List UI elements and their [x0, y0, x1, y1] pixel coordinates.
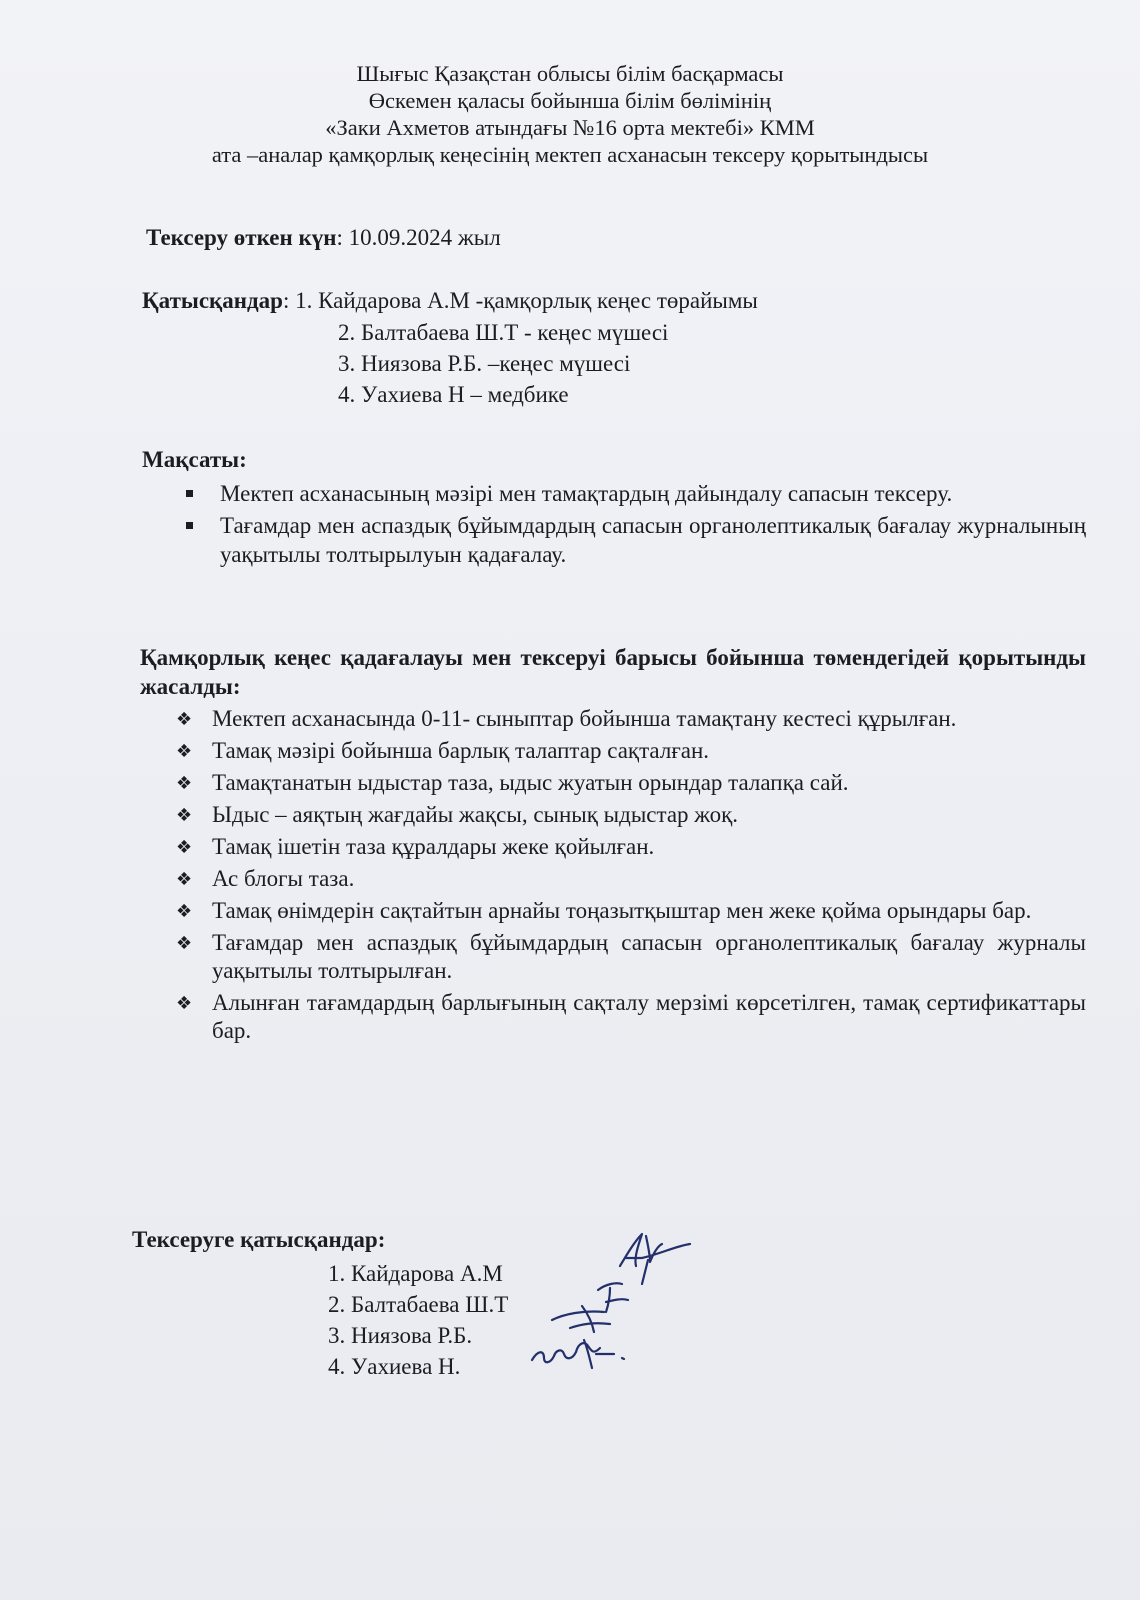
- signer-item: 4. Уахиева Н.: [328, 1354, 461, 1379]
- finding-text: Ас блогы таза.: [212, 866, 355, 891]
- aim-text: Тағамдар мен аспаздық бұйымдардың сапасын органолептикалық бағалау журналының уақытылы толтырылуын қадағалау.: [220, 513, 1086, 567]
- diamond-bullet-icon: ❖: [176, 933, 193, 954]
- finding-text: Тамақтанатын ыдыстар таза, ыдыс жуатын орындар талапқа сай.: [212, 770, 849, 795]
- signature-4: [532, 1340, 614, 1368]
- signer-item: 1. Кайдарова А.М: [328, 1261, 503, 1286]
- inspection-date-value: : 10.09.2024 жыл: [336, 225, 501, 250]
- header-line-1: Шығыс Қазақстан облысы білім басқармасы: [356, 61, 784, 86]
- participant-item: 3. Ниязова Р.Б. –кеңес мүшесі: [338, 351, 631, 376]
- signature-1: [620, 1234, 690, 1266]
- signer-item: 2. Балтабаева Ш.Т: [328, 1292, 509, 1317]
- finding-text: Тамақ өнімдерін сақтайтын арнайы тоңазытқыштар мен жеке қойма орындары бар.: [212, 898, 1032, 923]
- finding-item: [176, 769, 1086, 797]
- diamond-bullet-icon: ❖: [176, 869, 193, 890]
- participants-list: [338, 317, 668, 410]
- diamond-bullet-icon: ❖: [176, 773, 193, 794]
- participant-item: 2. Балтабаева Ш.Т - кеңес мүшесі: [338, 320, 669, 345]
- diamond-bullet-icon: ❖: [176, 805, 193, 826]
- header-line-2: Өскемен қаласы бойынша білім бөлімінің: [368, 88, 772, 113]
- signature-2: [598, 1283, 628, 1312]
- signature-3: [552, 1306, 610, 1332]
- signature-1-tail: [642, 1260, 648, 1284]
- diamond-bullet-icon: ❖: [176, 901, 193, 922]
- finding-text: Тағамдар мен аспаздық бұйымдардың сапасын органолептикалық бағалау журналы уақытылы толтырылған.: [212, 930, 1086, 983]
- finding-item: [176, 705, 1086, 733]
- finding-text: Алынған тағамдардың барлығының сақталу мерзімі көрсетілген, тамақ сертификаттары бар.: [212, 990, 1086, 1043]
- finding-text: Ыдыс – аяқтың жағдайы жақсы, сынық ыдыстар жоқ.: [212, 802, 739, 827]
- findings-title: Қамқорлық кеңес қадағалауы мен тексеруі барысы бойынша төмендегідей қорытынды жасалды:: [140, 645, 1086, 699]
- inspection-date-label: Тексеру өткен күн: [146, 225, 337, 250]
- findings-list: [176, 705, 1086, 1049]
- signers-list: [328, 1258, 508, 1382]
- header-line-4: ата –аналар қамқорлық кеңесінің мектеп асханасын тексеру қорытындысы: [211, 142, 929, 167]
- aim-text: Мектеп асханасының мәзірі мен тамақтардың дайындалу сапасын тексеру.: [220, 481, 953, 506]
- diamond-bullet-icon: ❖: [176, 993, 193, 1014]
- aim-item: [186, 479, 1086, 508]
- document-header: [0, 60, 1140, 168]
- participants-first-row: [142, 287, 758, 315]
- diamond-bullet-icon: ❖: [176, 709, 193, 730]
- diamond-bullet-icon: ❖: [176, 837, 193, 858]
- finding-text: Мектеп асханасында 0-11- сыныптар бойынша тамақтану кестесі құрылған.: [212, 706, 957, 731]
- participant-item: : 1. Кайдарова А.М -қамқорлық кеңес төрайымы: [282, 288, 758, 313]
- signatures-heading: Тексеруге қатысқандар:: [132, 1227, 386, 1252]
- signer-item: 3. Ниязова Р.Б.: [328, 1323, 473, 1348]
- finding-item: [176, 737, 1086, 765]
- inspection-date: [146, 224, 501, 252]
- finding-item: [176, 989, 1086, 1045]
- finding-item: [176, 929, 1086, 985]
- finding-text: Тамақ ішетін таза құралдары жеке қойылған.: [212, 834, 655, 859]
- aim-item: [186, 511, 1086, 569]
- header-line-3: «Заки Ахметов атындағы №16 орта мектебі» КММ: [325, 115, 815, 140]
- finding-item: [176, 833, 1086, 861]
- signature-dot: [622, 1358, 624, 1359]
- finding-item: [176, 801, 1086, 829]
- participant-item: 4. Уахиева Н – медбике: [338, 382, 569, 407]
- square-bullet-icon: [186, 522, 193, 529]
- finding-item: [176, 897, 1086, 925]
- finding-item: [176, 865, 1086, 893]
- handwritten-signatures: [530, 1232, 700, 1392]
- finding-text: Тамақ мәзірі бойынша барлық талаптар сақталған.: [212, 738, 710, 763]
- aims-heading: Мақсаты:: [142, 447, 247, 472]
- aims-list: [186, 479, 1086, 572]
- square-bullet-icon: [186, 490, 193, 497]
- diamond-bullet-icon: ❖: [176, 741, 193, 762]
- participants-label: Қатысқандар: [142, 288, 283, 313]
